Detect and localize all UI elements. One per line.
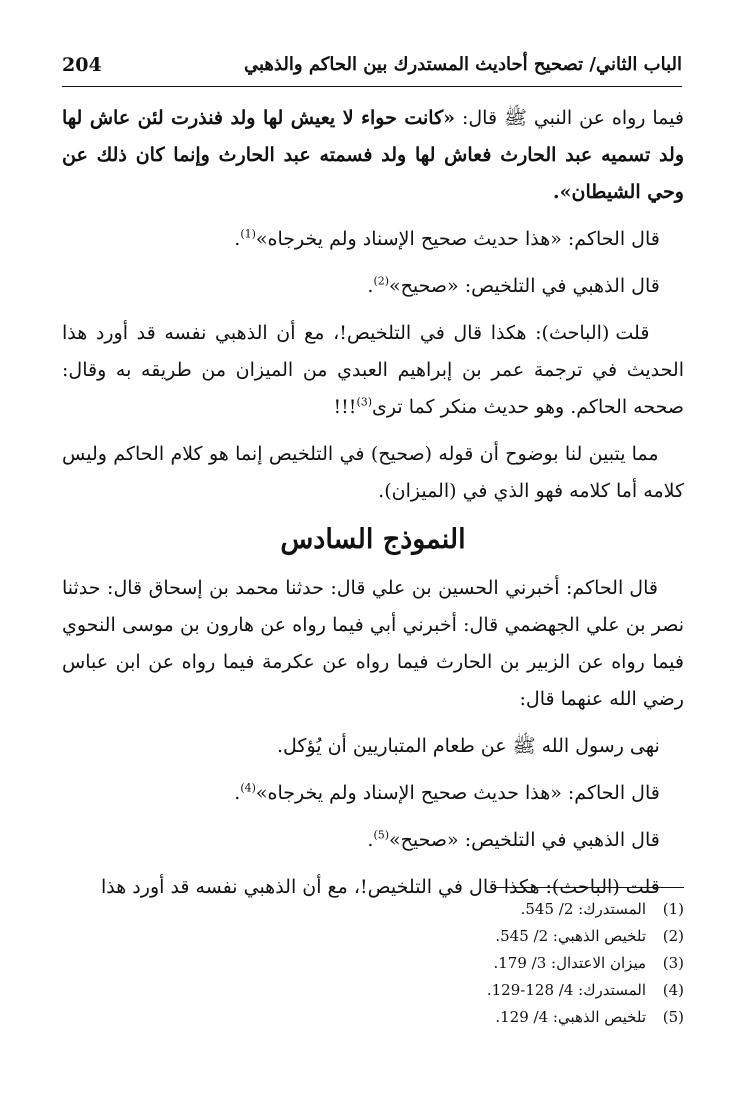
main-text (62, 100, 684, 916)
footnote-text: تلخيص الذهبي: 2/ 545. (495, 927, 646, 945)
sentence-end: . (367, 829, 374, 851)
dhahabi-ruling-text: قال الذهبي في التلخيص: «صحيح» (389, 829, 660, 851)
hadith-quote: «كانت حواء لا يعيش لها ولد فنذرت لئن عاش لها ولد تسميه عبد الحارث فعاش لها ولد فسمته عبد الحارث وإنما كان ذلك عن وحي الشيطان». (62, 107, 684, 203)
page-header (62, 52, 682, 87)
paragraph-hakim-ruling (62, 221, 684, 258)
footnote-item (364, 1004, 684, 1031)
paragraph-intro: فيما رواه عن النبي ﷺ قال: (455, 107, 684, 129)
footnote-text: المستدرك: 2/ 545. (520, 900, 646, 918)
hakim-ruling-text: قال الحاكم: «هذا حديث صحيح الإسناد ولم يخرجاه» (255, 782, 660, 804)
sentence-end: . (367, 275, 374, 297)
paragraph-conclusion (62, 436, 684, 510)
footnote-text: تلخيص الذهبي: 4/ 129. (495, 1008, 646, 1026)
sentence-end: . (234, 228, 241, 250)
footnote-item (364, 977, 684, 1004)
footnote-ref: (4) (240, 781, 256, 795)
dhahabi-ruling-text: قال الذهبي في التلخيص: «صحيح» (389, 275, 660, 297)
hakim-ruling-text: قال الحاكم: «هذا حديث صحيح الإسناد ولم يخرجاه» (255, 228, 660, 250)
researcher-note-text: قلت (الباحث): هكذا قال في التلخيص!، مع أن الذهبي نفسه قد أورد هذا الحديث في ترجمة عمر بن إبراهيم العبدي من الميزان من طريقه به وقال: صححه الحاكم. وهو حديث منكر كما ترى (62, 322, 684, 418)
paragraph-isnad (62, 570, 684, 718)
footnote-text: المستدرك: 4/ 128-129. (486, 981, 646, 999)
paragraph-dhahabi-ruling-2 (62, 822, 684, 859)
sentence-end: . (234, 782, 241, 804)
sentence-end: !!! (333, 396, 357, 418)
footnote-number: (5) (662, 1008, 684, 1026)
paragraph-hakim-ruling-2 (62, 775, 684, 812)
paragraph-dhahabi-ruling (62, 268, 684, 305)
footnote-item (364, 923, 684, 950)
footnote-text: ميزان الاعتدال: 3/ 179. (493, 954, 646, 972)
footnote-number: (2) (662, 927, 684, 945)
paragraph-researcher-note (62, 315, 684, 426)
paragraph-hadith-text (62, 728, 684, 765)
footnote-divider (496, 887, 684, 888)
footnotes (364, 896, 684, 1031)
footnote-ref: (5) (373, 828, 390, 842)
hadith-text: نهى رسول الله ﷺ عن طعام المتباريين أن يُؤكل. (276, 735, 660, 757)
footnote-item (364, 896, 684, 923)
running-title: الباب الثاني/ تصحيح أحاديث المستدرك بين الحاكم والذهبي (244, 54, 682, 75)
conclusion-text: مما يتبين لنا بوضوح أن قوله (صحيح) في التلخيص إنما هو كلام الحاكم وليس كلامه أما كلامه فهو الذي في (الميزان). (62, 443, 684, 502)
page-number: 204 (62, 54, 102, 76)
researcher-note-text: قلت (الباحث): هكذا قال في التلخيص!، مع أن الذهبي نفسه قد أورد هذا (101, 876, 660, 898)
footnote-item (364, 950, 684, 977)
isnad-text: قال الحاكم: أخبرني الحسين بن علي قال: حدثنا محمد بن إسحاق قال: حدثنا نصر بن علي الجهضمي قال: أخبرني أبي فيما رواه عن هارون بن موسى النحوي فيما رواه عن الزبير بن الحارث فيما رواه عن عكرمة فيما رواه عن ابن عباس رضي الله عنهما قال: (62, 577, 684, 710)
footnote-ref: (1) (240, 227, 256, 241)
footnote-number: (1) (662, 900, 684, 918)
paragraph-hadith (62, 100, 684, 211)
footnote-number: (4) (662, 981, 684, 999)
footnote-ref: (3) (356, 395, 373, 409)
footnote-number: (3) (662, 954, 684, 972)
section-heading: النموذج السادس (280, 524, 466, 555)
footnote-ref: (2) (373, 274, 390, 288)
